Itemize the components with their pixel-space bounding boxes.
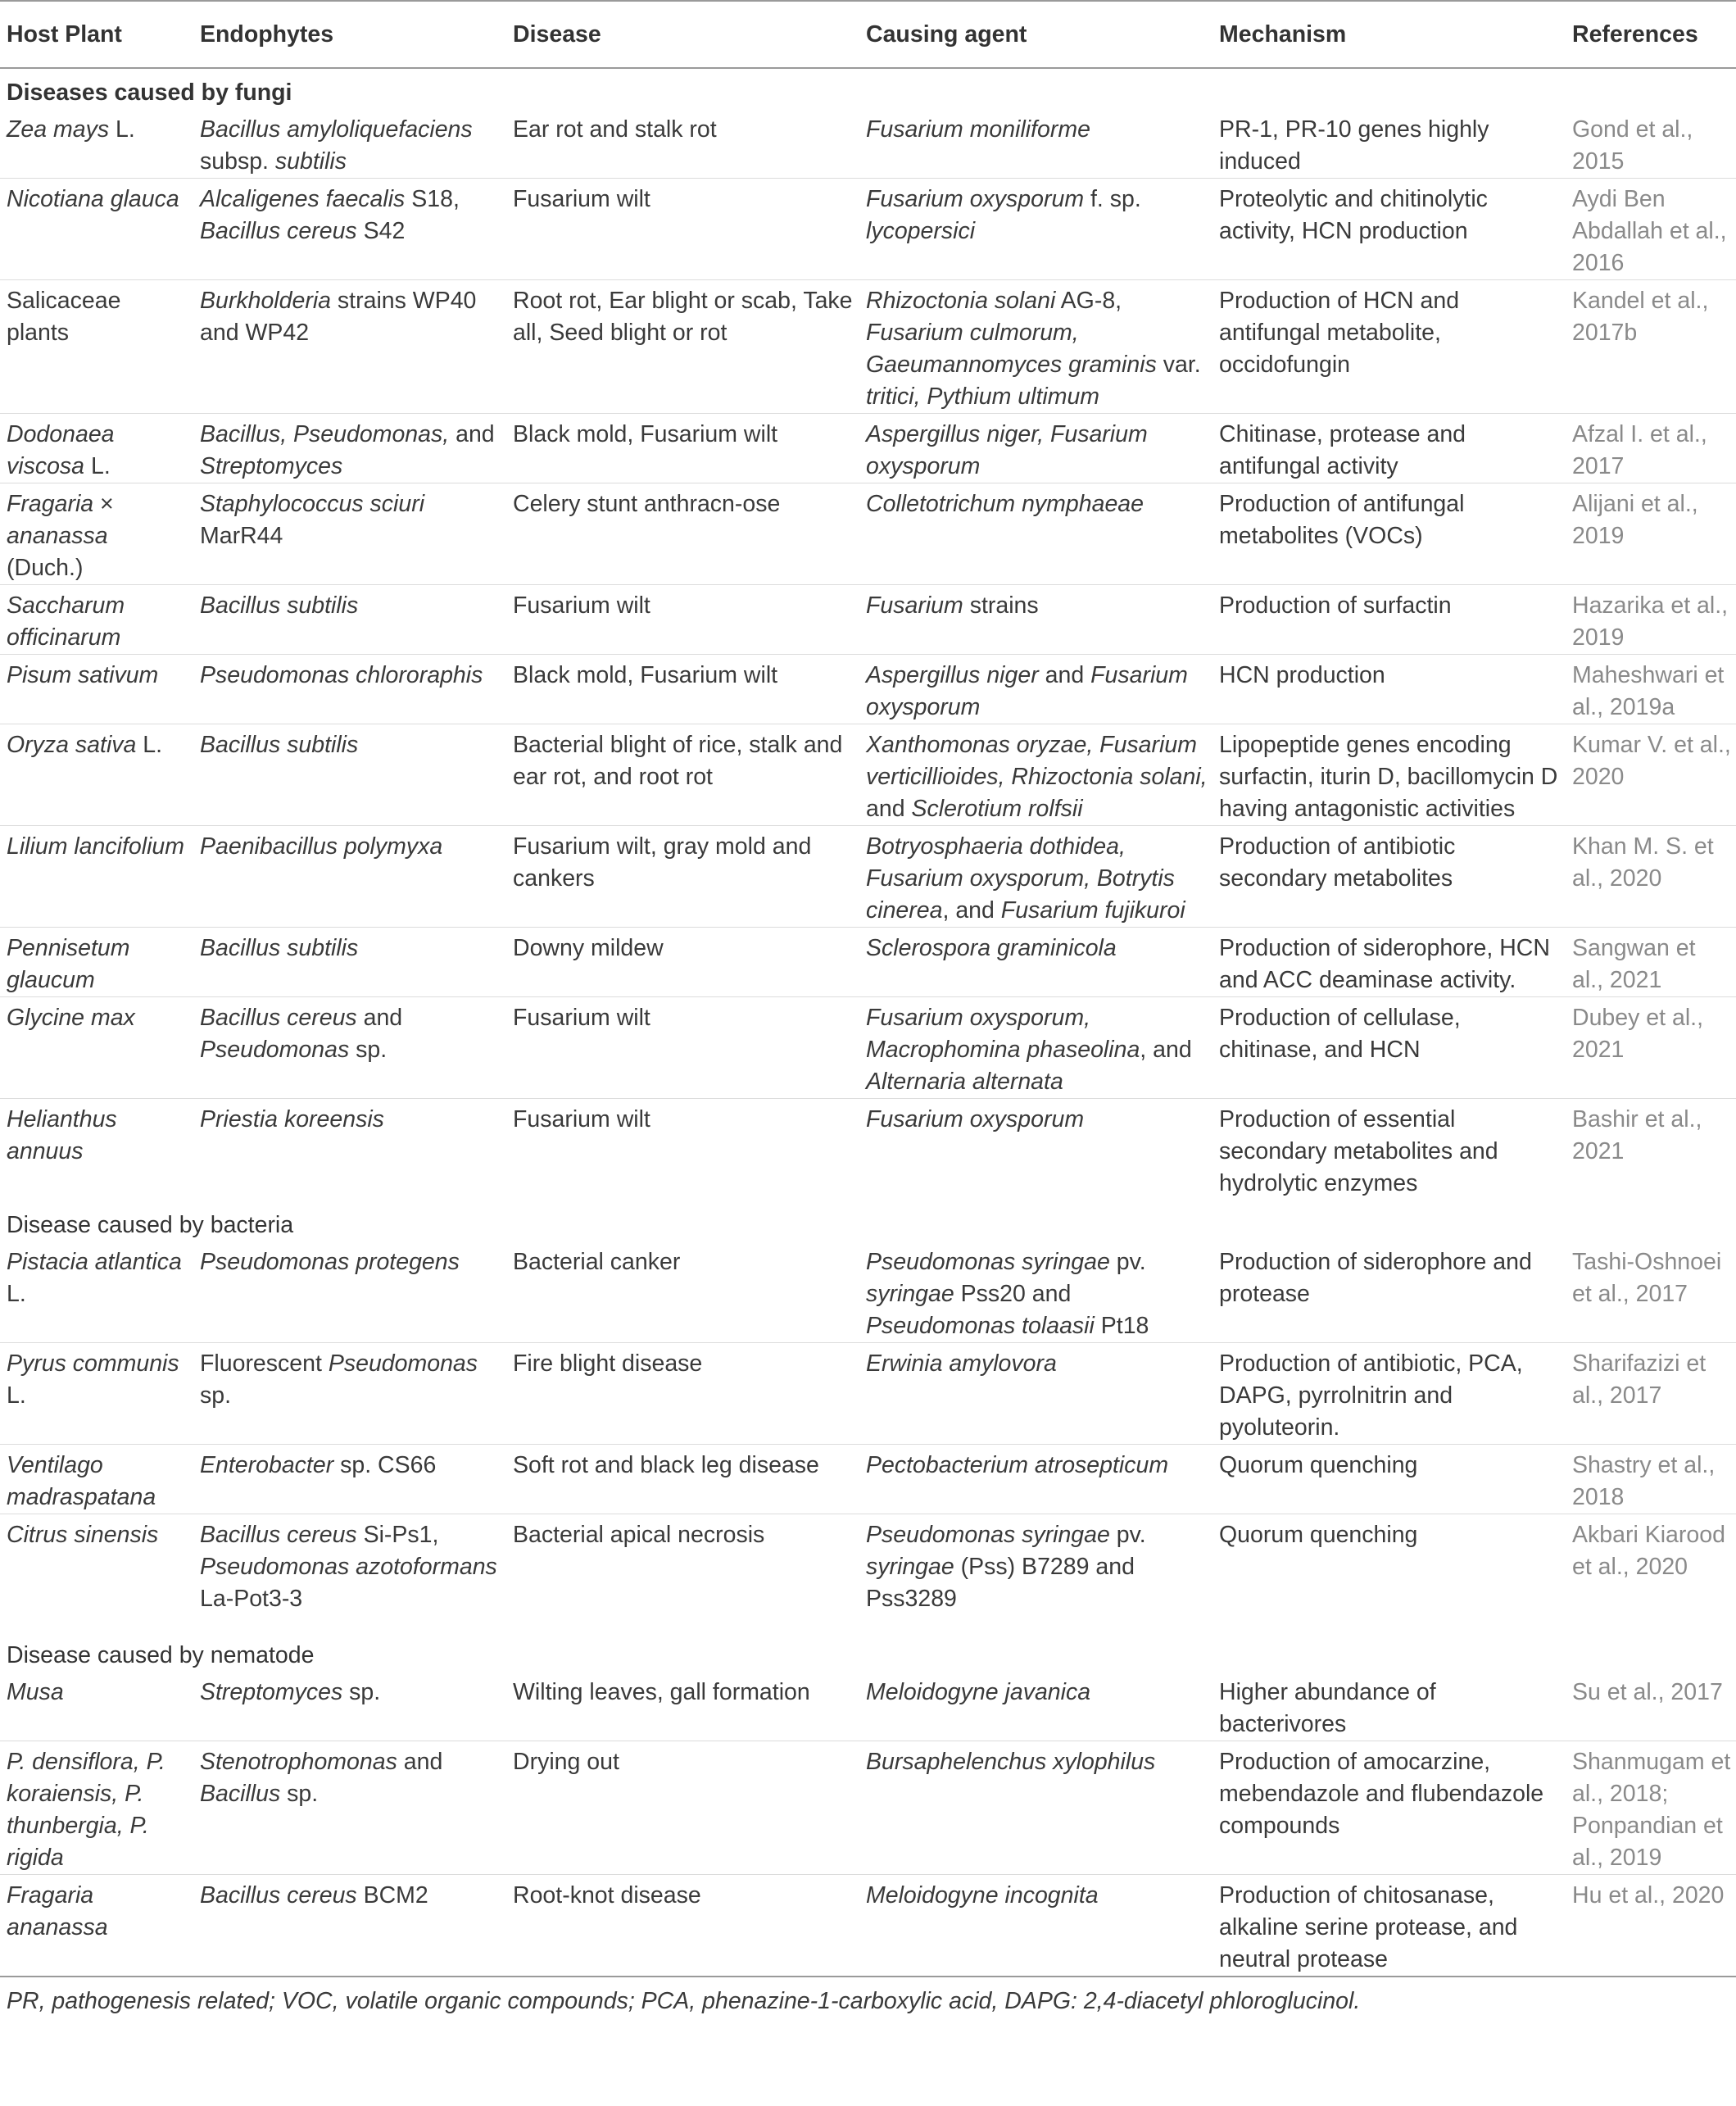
table-row [0,1241,1736,1343]
mechanism-cell: Production of cellulase, chitinase, and HCN [1212,997,1566,1099]
causing-agent-cell: Fusarium oxysporum [859,1099,1212,1201]
host-plant-cell: Pisum sativum [0,655,193,724]
endophytes-cell: Bacillus cereus Si-Ps1, Pseudomonas azotoformans La-Pot3-3 [193,1514,506,1616]
host-plant-cell: Nicotiana glauca [0,179,193,280]
reference-cell: Hazarika et al., 2019 [1566,585,1736,655]
disease-cell: Ear rot and stalk rot [513,116,717,143]
causing-agent-cell: Fusarium oxysporum f. sp. lycopersici [859,179,1212,280]
disease-cell: Celery stunt anthracn-ose [506,483,859,585]
disease-cell: Root rot, Ear blight or scab, Take all, Seed blight or rot [506,280,859,414]
reference-cell: Dubey et al., 2021 [1566,997,1736,1099]
mechanism-cell: Proteolytic and chitinolytic activity, HCN production [1212,179,1566,280]
mechanism-cell: Production of essential secondary metabolites and hydrolytic enzymes [1212,1099,1566,1201]
header-row [0,1,1736,68]
table-row [0,179,1736,280]
causing-agent-cell: Fusarium oxysporum, Macrophomina phaseolina, and Alternaria alternata [859,997,1212,1099]
host-plant-cell: Dodonaea viscosa L. [0,414,193,483]
table-row [0,585,1736,655]
table-row [0,724,1736,826]
table-row [0,655,1736,724]
table-row [0,928,1736,997]
table-row [0,280,1736,414]
causing-agent-cell: Meloidogyne javanica [866,1679,1091,1705]
endophytes-cell: Bacillus amyloliquefaciens subsp. subtilis [200,116,473,175]
causing-agent-cell: Rhizoctonia solani AG-8, Fusarium culmorum, Gaeumannomyces graminis var. tritici, Pythium ultimum [859,280,1212,414]
endophytes-cell: Bacillus cereus BCM2 [193,1875,506,1977]
table-row [0,826,1736,928]
host-plant-cell: Saccharum officinarum [0,585,193,655]
causing-agent-cell: Fusarium moniliforme [866,116,1090,143]
endophytes-cell: Burkholderia strains WP40 and WP42 [193,280,506,414]
reference-cell: Aydi Ben Abdallah et al., 2016 [1566,179,1736,280]
disease-cell: Fusarium wilt [506,179,859,280]
host-plant-cell: Helianthus annuus [0,1099,193,1201]
header-references: References [1566,1,1736,68]
host-plant-cell: Zea mays L. [7,116,135,143]
section-title: Diseases caused by fungi [7,79,292,106]
header-host-plant: Host Plant [0,1,193,68]
causing-agent-cell: Pseudomonas syringae pv. syringae (Pss) B7289 and Pss3289 [859,1514,1212,1616]
table-row [0,483,1736,585]
disease-cell: Bacterial blight of rice, stalk and ear rot, and root rot [506,724,859,826]
section-title: Disease caused by bacteria [7,1212,294,1238]
mechanism-cell: Quorum quenching [1212,1445,1566,1514]
endophytes-cell: Streptomyces sp. [200,1679,381,1705]
footnote: PR, pathogenesis related; VOC, volatile organic compounds; PCA, phenazine-1-carboxylic acid, DAPG: 2,4-diacetyl phloroglucinol. [0,1977,1736,2017]
mechanism-cell: Production of siderophore, HCN and ACC deaminase activity. [1212,928,1566,997]
endophytes-cell: Bacillus, Pseudomonas, and Streptomyces [193,414,506,483]
mechanism-cell: Chitinase, protease and antifungal activity [1212,414,1566,483]
reference-cell: Hu et al., 2020 [1566,1875,1736,1977]
disease-cell: Root-knot disease [506,1875,859,1977]
endophytes-cell: Pseudomonas chlororaphis [193,655,506,724]
reference-cell: Kandel et al., 2017b [1566,280,1736,414]
disease-cell: Fusarium wilt [506,585,859,655]
disease-cell: Soft rot and black leg disease [506,1445,859,1514]
reference-cell: Maheshwari et al., 2019a [1566,655,1736,724]
host-plant-cell: Fragaria × ananassa (Duch.) [0,483,193,585]
causing-agent-cell: Sclerospora graminicola [859,928,1212,997]
table-row [0,1445,1736,1514]
host-plant-cell: Lilium lancifolium [0,826,193,928]
mechanism-cell: Production of surfactin [1212,585,1566,655]
table-row [0,1099,1736,1201]
reference-cell: Su et al., 2017 [1572,1679,1723,1705]
section-title: Disease caused by nematode [7,1642,315,1668]
table-row [0,1672,1736,1741]
disease-cell: Fire blight disease [506,1343,859,1445]
causing-agent-cell: Erwinia amylovora [859,1343,1212,1445]
header-causing-agent: Causing agent [859,1,1212,68]
host-plant-cell: Pennisetum glaucum [0,928,193,997]
disease-cell: Fusarium wilt, gray mold and cankers [506,826,859,928]
disease-cell: Fusarium wilt [506,1099,859,1201]
host-plant-cell: Pyrus communis L. [0,1343,193,1445]
reference-cell: Akbari Kiarood et al., 2020 [1566,1514,1736,1616]
mechanism-cell: Lipopeptide genes encoding surfactin, iturin D, bacillomycin D having antagonistic activities [1212,724,1566,826]
reference-cell: Kumar V. et al., 2020 [1566,724,1736,826]
mechanism-cell: Production of antibiotic secondary metabolites [1212,826,1566,928]
mechanism-cell: Production of HCN and antifungal metabolite, occidofungin [1212,280,1566,414]
table-row [0,414,1736,483]
disease-cell: Wilting leaves, gall formation [513,1679,810,1705]
mechanism-cell: Quorum quenching [1212,1514,1566,1616]
reference-cell: Sharifazizi et al., 2017 [1566,1343,1736,1445]
reference-cell: Khan M. S. et al., 2020 [1566,826,1736,928]
causing-agent-cell: Bursaphelenchus xylophilus [859,1741,1212,1875]
endophytes-cell: Staphylococcus sciuri MarR44 [193,483,506,585]
footnote-row [0,1977,1736,2017]
host-plant-cell: Citrus sinensis [0,1514,193,1616]
endophytes-cell: Bacillus cereus and Pseudomonas sp. [193,997,506,1099]
header-disease: Disease [506,1,859,68]
host-plant-cell: Fragaria ananassa [0,1875,193,1977]
table-row [0,997,1736,1099]
reference-cell: Tashi-Oshnoei et al., 2017 [1572,1249,1722,1307]
table-row [0,1741,1736,1875]
reference-cell: Shastry et al., 2018 [1566,1445,1736,1514]
mechanism-cell: HCN production [1212,655,1566,724]
host-plant-cell: Salicaceae plants [0,280,193,414]
disease-cell: Downy mildew [506,928,859,997]
reference-cell: Bashir et al., 2021 [1566,1099,1736,1201]
mechanism-cell: Production of antifungal metabolites (VOCs) [1212,483,1566,585]
table-body [0,68,1736,1977]
mechanism-cell: Production of siderophore and protease [1219,1249,1532,1307]
endophytes-cell: Bacillus subtilis [193,585,506,655]
section-row [0,68,1736,109]
endophytes-cell: Paenibacillus polymyxa [193,826,506,928]
endophytes-cell: Priestia koreensis [193,1099,506,1201]
mechanism-cell: Higher abundance of bacterivores [1219,1679,1436,1737]
host-plant-cell: Ventilago madraspatana [0,1445,193,1514]
host-plant-cell: Oryza sativa L. [0,724,193,826]
reference-cell: Alijani et al., 2019 [1566,483,1736,585]
table-row [0,1875,1736,1977]
disease-cell: Bacterial canker [513,1249,681,1275]
table-row [0,109,1736,179]
section-row [0,1615,1736,1672]
host-plant-cell: Glycine max [0,997,193,1099]
causing-agent-cell: Meloidogyne incognita [859,1875,1212,1977]
mechanism-cell: Production of amocarzine, mebendazole and flubendazole compounds [1212,1741,1566,1875]
mechanism-cell: PR-1, PR-10 genes highly induced [1219,116,1489,175]
host-plant-cell: Musa [7,1679,64,1705]
host-plant-cell: Pistacia atlantica L. [7,1249,182,1307]
section-row [0,1200,1736,1241]
endophytes-cell: Enterobacter sp. CS66 [193,1445,506,1514]
reference-cell: Afzal I. et al., 2017 [1566,414,1736,483]
causing-agent-cell: Aspergillus niger and Fusarium oxysporum [859,655,1212,724]
endophytes-cell: Alcaligenes faecalis S18, Bacillus cereus S42 [193,179,506,280]
disease-cell: Black mold, Fusarium wilt [506,414,859,483]
endophytes-cell: Bacillus subtilis [193,724,506,826]
header-mechanism: Mechanism [1212,1,1566,68]
causing-agent-cell: Pseudomonas syringae pv. syringae Pss20 and Pseudomonas tolaasii Pt18 [866,1249,1149,1339]
causing-agent-cell: Aspergillus niger, Fusarium oxysporum [859,414,1212,483]
disease-cell: Black mold, Fusarium wilt [506,655,859,724]
table-footer [0,1977,1736,2017]
host-plant-cell: P. densiflora, P. koraiensis, P. thunbergia, P. rigida [0,1741,193,1875]
table-row [0,1343,1736,1445]
reference-cell: Gond et al., 2015 [1572,116,1693,175]
causing-agent-cell: Botryosphaeria dothidea, Fusarium oxysporum, Botrytis cinerea, and Fusarium fujikuroi [859,826,1212,928]
mechanism-cell: Production of chitosanase, alkaline serine protease, and neutral protease [1212,1875,1566,1977]
causing-agent-cell: Xanthomonas oryzae, Fusarium verticillioides, Rhizoctonia solani, and Sclerotium rolfsii [859,724,1212,826]
header-endophytes: Endophytes [193,1,506,68]
disease-cell: Drying out [506,1741,859,1875]
table-header [0,1,1736,68]
reference-cell: Sangwan et al., 2021 [1566,928,1736,997]
causing-agent-cell: Fusarium strains [859,585,1212,655]
endophytes-cell: Bacillus subtilis [193,928,506,997]
endophytes-cell: Fluorescent Pseudomonas sp. [193,1343,506,1445]
mechanism-cell: Production of antibiotic, PCA, DAPG, pyrrolnitrin and pyoluteorin. [1212,1343,1566,1445]
causing-agent-cell: Pectobacterium atrosepticum [859,1445,1212,1514]
disease-cell: Fusarium wilt [506,997,859,1099]
disease-cell: Bacterial apical necrosis [506,1514,859,1616]
endophytes-cell: Pseudomonas protegens [200,1249,460,1275]
causing-agent-cell: Colletotrichum nymphaeae [859,483,1212,585]
endophytes-cell: Stenotrophomonas and Bacillus sp. [193,1741,506,1875]
table-row [0,1514,1736,1616]
reference-cell: Shanmugam et al., 2018; Ponpandian et al., 2019 [1566,1741,1736,1875]
